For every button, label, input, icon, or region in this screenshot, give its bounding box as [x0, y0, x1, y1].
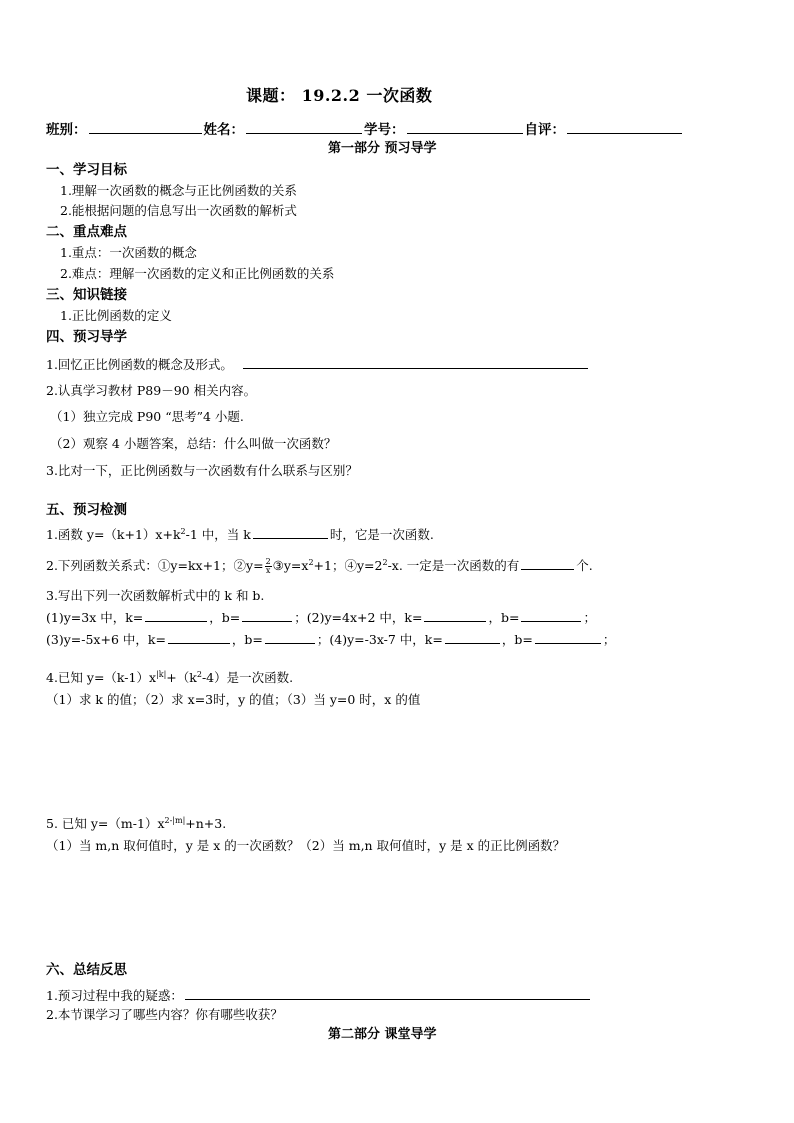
s5-q5: 5. 已知 $y=(m-1)x^{2-|m|}+n+3$. — [46, 816, 227, 831]
section-1-heading: 一、学习目标 — [46, 162, 127, 178]
s4-q2b: （2）观察 4 小题答案，总结：什么叫做一次函数？ — [50, 436, 337, 451]
class-label: 班别： — [46, 122, 87, 138]
s5-q4b: （1）求 k 的值；（2）求 x=3时，y 的值；（3）当 y=0 时，x 的值 — [46, 692, 421, 707]
part-two-title: 第二部分 课堂导学 — [328, 1027, 437, 1042]
blank-k2[interactable] — [424, 609, 486, 622]
blank-k3[interactable] — [168, 631, 230, 644]
s5-q1-blank[interactable] — [253, 526, 328, 539]
blank-b3[interactable] — [265, 631, 315, 644]
id-blank[interactable] — [407, 121, 523, 134]
blank-b4[interactable] — [535, 631, 601, 644]
s4-q1-blank[interactable] — [243, 356, 588, 369]
id-label: 学号： — [364, 122, 405, 138]
s2-item-2: 2.难点：理解一次函数的定义和正比例函数的关系 — [60, 266, 335, 281]
class-blank[interactable] — [89, 121, 202, 134]
blank-b2[interactable] — [521, 609, 581, 622]
s3-item-1: 1.正比例函数的定义 — [60, 308, 172, 323]
eval-blank[interactable] — [567, 121, 682, 134]
s4-q1: 1.回忆正比例函数的概念及形式。 — [46, 356, 590, 373]
s2-item-1: 1.重点：一次函数的概念 — [60, 245, 197, 260]
s5-q2: 2.下列函数关系式：①y=kx+1；②y= $\frac{2}{x}$ $③y=x^2+1$；$④y=2^2-x$. 一定是一次函数的有 个. — [46, 557, 593, 575]
s4-q2a: （1）独立完成 P90 “思考”4 小题. — [50, 409, 244, 424]
s5-q1: 1.函数 $y=(k+1)x+k^2-1$ 中，当 k 时，它是一次函数. — [46, 527, 434, 542]
s5-q5b: （1）当 m,n 取何值时，y 是 x 的一次函数？（2）当 m,n 取何值时，y 是 x 的正比例函数？ — [46, 838, 566, 853]
blank-k4[interactable] — [445, 631, 500, 644]
blank-b1[interactable] — [242, 609, 292, 622]
page-title: 课题： 19.2.2 一次函数 — [246, 86, 433, 105]
blank-k1[interactable] — [145, 609, 207, 622]
s1-item-2: 2.能根据问题的信息写出一次函数的解析式 — [60, 203, 297, 218]
s6-q2: 2.本节课学习了哪些内容？你有哪些收获？ — [46, 1007, 283, 1022]
section-3-heading: 三、知识链接 — [46, 287, 127, 303]
fraction-2-over-x: $\frac{2}{x}$ — [265, 557, 271, 575]
s6-q1-blank[interactable] — [185, 987, 590, 1000]
s6-q1: 1.预习过程中我的疑惑： — [46, 987, 592, 1004]
section-4-heading: 四、预习导学 — [46, 329, 127, 345]
eval-label: 自评： — [524, 122, 565, 138]
s5-q3-row1: (1)y=3x 中，k= ，b= ；(2)y=4x+2 中，k= ，b= ； — [46, 610, 596, 625]
section-6-heading: 六、总结反思 — [46, 962, 127, 978]
student-info-row — [46, 121, 684, 138]
s1-item-1: 1.理解一次函数的概念与正比例函数的关系 — [60, 183, 297, 198]
section-2-heading: 二、重点难点 — [46, 224, 127, 240]
name-blank[interactable] — [246, 121, 362, 134]
s5-q3-row2: (3)y=-5x+6 中，k= ，b= ；(4)y=-3x-7 中，k= ，b= ； — [46, 632, 616, 647]
name-label: 姓名： — [203, 122, 244, 138]
s4-q2: 2.认真学习教材 P89－90 相关内容。 — [46, 383, 257, 398]
part-one-title: 第一部分 预习导学 — [328, 141, 437, 156]
s5-q2-blank[interactable] — [521, 557, 574, 570]
section-5-heading: 五、预习检测 — [46, 502, 127, 518]
s4-q3: 3.比对一下，正比例函数与一次函数有什么联系与区别？ — [46, 463, 358, 478]
s5-q4: 4.已知 $y=(k-1)x^{|k|}+(k^2-4)$是一次函数. — [46, 670, 294, 685]
s5-q3: 3.写出下列一次函数解析式中的 k 和 b. — [46, 588, 265, 603]
